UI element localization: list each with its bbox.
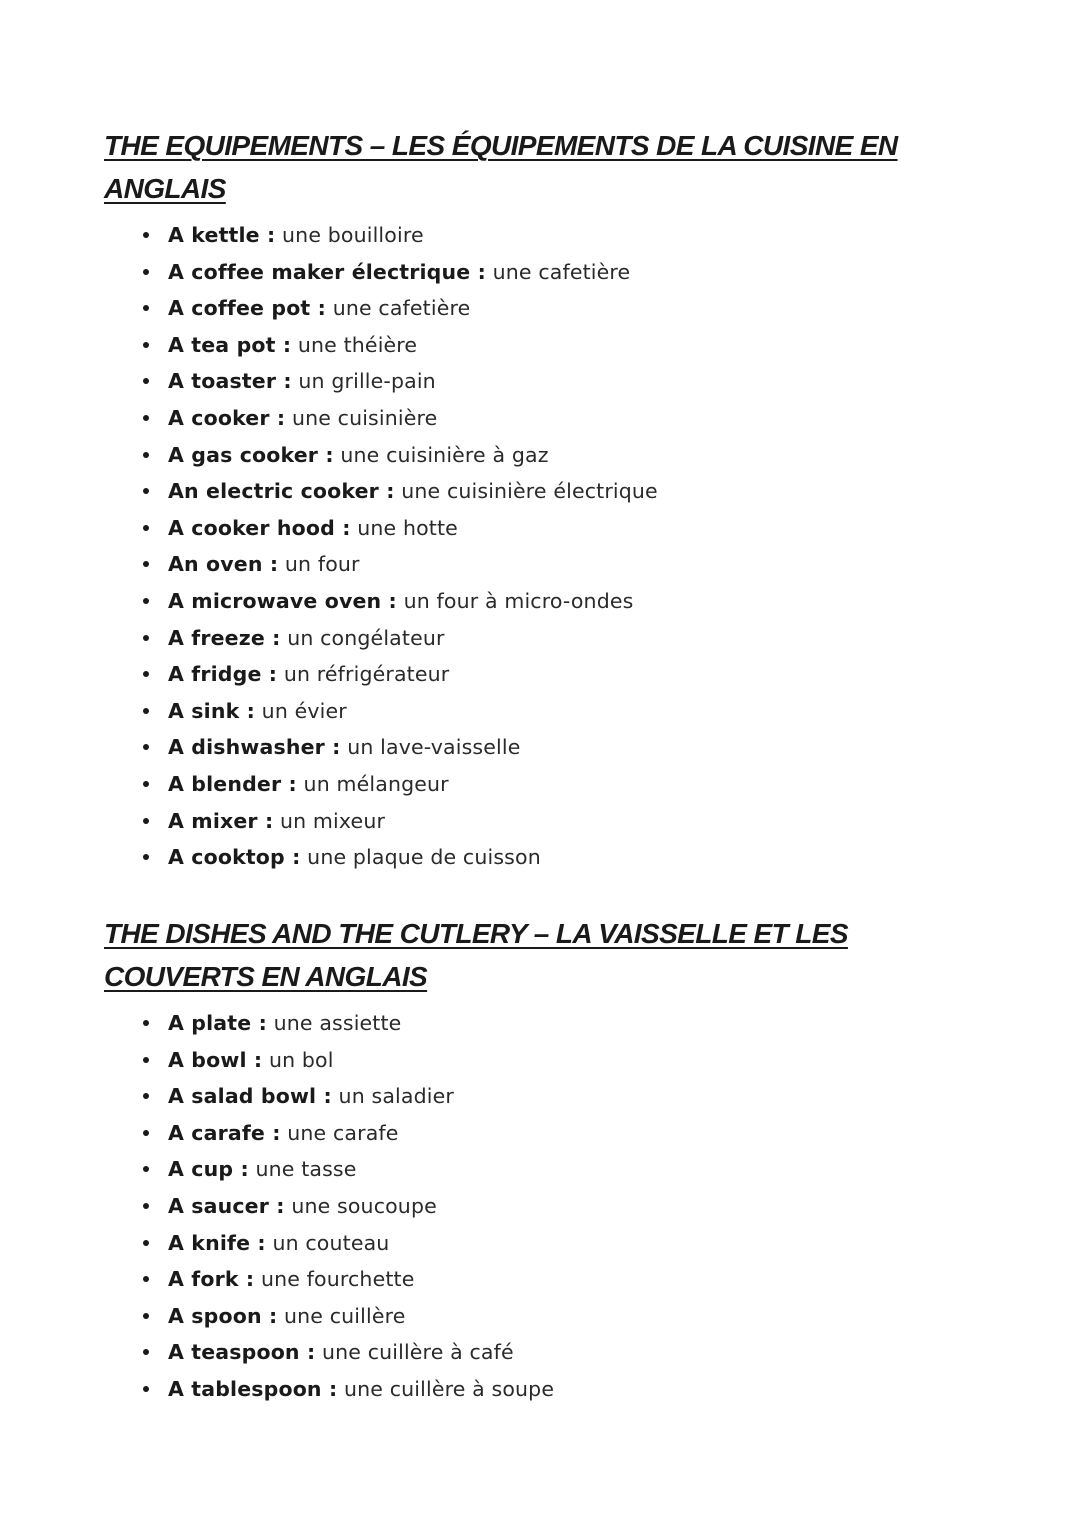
list-item [104, 1046, 1004, 1083]
list-item [104, 1302, 1004, 1339]
bullet-icon [143, 1020, 149, 1026]
list-item [104, 1119, 1004, 1156]
list-item [104, 1265, 1004, 1302]
translation: un bol [268, 1047, 334, 1072]
bullet-icon [143, 378, 149, 384]
translation: une cafetière [492, 259, 631, 284]
bullet-icon [143, 305, 149, 311]
term: A freeze : [168, 625, 281, 650]
list-item [104, 331, 1004, 368]
list-item [104, 1082, 1004, 1119]
bullet-icon [143, 269, 149, 275]
term: A gas cooker : [168, 442, 334, 467]
bullet-icon [143, 415, 149, 421]
list-item [104, 770, 1004, 807]
bullet-icon [143, 1057, 149, 1063]
translation: une assiette [273, 1011, 402, 1035]
bullet-icon [143, 488, 149, 494]
list-item [104, 843, 1004, 880]
bullet-icon [143, 854, 149, 860]
translation: un réfrigérateur [283, 662, 450, 687]
list-item [104, 733, 1004, 770]
translation: une cuisinière [291, 405, 438, 430]
list-item [104, 1155, 1004, 1192]
translation: une hotte [357, 515, 458, 540]
term: A sink : [168, 698, 255, 723]
term: A spoon : [168, 1303, 278, 1328]
list-item [104, 221, 1004, 258]
dishes-heading [104, 912, 1004, 998]
bullet-icon [143, 1166, 149, 1172]
term: A saucer : [168, 1193, 285, 1218]
translation: un grille-pain [298, 369, 436, 394]
term: An oven : [168, 552, 279, 577]
list-item [104, 477, 1004, 514]
term: A kettle : [168, 223, 276, 247]
list-item [104, 1009, 1004, 1046]
translation: un saladier [338, 1084, 454, 1109]
bullet-icon [143, 1276, 149, 1282]
term: A toaster : [168, 369, 292, 394]
bullet-icon [143, 1386, 149, 1392]
translation: un couteau [272, 1230, 390, 1255]
bullet-icon [143, 708, 149, 714]
translation: une cuisinière à gaz [340, 442, 549, 467]
translation: une cuillère à café [321, 1340, 514, 1365]
term: A fork : [168, 1267, 255, 1292]
dishes-heading-text: THE DISHES AND THE CUTLERY – LA VAISSELLE ET LES COUVERTS EN ANGLAIS [104, 918, 848, 992]
list-item [104, 367, 1004, 404]
translation: un four [284, 552, 360, 577]
list-item [104, 807, 1004, 844]
list-item [104, 294, 1004, 331]
list-item [104, 1229, 1004, 1266]
term: A knife : [168, 1230, 266, 1255]
bullet-icon [143, 1130, 149, 1136]
list-item [104, 404, 1004, 441]
list-item [104, 514, 1004, 551]
equipment-heading [104, 124, 1004, 210]
translation: une fourchette [260, 1267, 415, 1292]
translation: un lave-vaisselle [347, 735, 521, 760]
term: A cooker : [168, 405, 286, 430]
list-item [104, 624, 1004, 661]
translation: une bouilloire [282, 223, 424, 247]
term: A carafe : [168, 1120, 281, 1145]
term: A teaspoon : [168, 1340, 316, 1365]
bullet-icon [143, 1240, 149, 1246]
translation: une cuisinière électrique [401, 479, 658, 504]
term: A cup : [168, 1157, 249, 1182]
term: A salad bowl : [168, 1084, 332, 1109]
equipment-heading-text: THE EQUIPEMENTS – LES ÉQUIPEMENTS DE LA CUISINE EN ANGLAIS [104, 130, 898, 204]
bullet-icon [143, 744, 149, 750]
term: An electric cooker : [168, 479, 395, 504]
equipment-section [104, 124, 1004, 880]
translation: un mélangeur [303, 771, 449, 796]
list-item [104, 1375, 1004, 1412]
translation: un mixeur [279, 808, 386, 833]
translation: une théière [297, 332, 418, 357]
dishes-section [104, 912, 1004, 1412]
list-item [104, 258, 1004, 295]
translation: une cuillère [284, 1303, 406, 1328]
translation: une plaque de cuisson [307, 845, 541, 870]
list-item [104, 660, 1004, 697]
term: A dishwasher : [168, 735, 341, 760]
term: A tea pot : [168, 332, 292, 357]
list-item [104, 441, 1004, 478]
translation: une carafe [287, 1120, 399, 1145]
bullet-icon [143, 598, 149, 604]
term: A coffee maker électrique : [168, 259, 486, 284]
list-item [104, 1338, 1004, 1375]
bullet-icon [143, 1349, 149, 1355]
term: A plate : [168, 1011, 267, 1035]
translation: une soucoupe [291, 1193, 437, 1218]
bullet-icon [143, 1203, 149, 1209]
bullet-icon [143, 561, 149, 567]
term: A blender : [168, 771, 297, 796]
translation: un congélateur [287, 625, 445, 650]
translation: un four à micro-ondes [403, 588, 634, 613]
bullet-icon [143, 671, 149, 677]
bullet-icon [143, 781, 149, 787]
equipment-list [104, 221, 1004, 880]
bullet-icon [143, 232, 149, 238]
term: A cooker hood : [168, 515, 351, 540]
list-item [104, 697, 1004, 734]
bullet-icon [143, 818, 149, 824]
term: A microwave oven : [168, 588, 397, 613]
translation: une cafetière [332, 296, 471, 321]
bullet-icon [143, 635, 149, 641]
list-item [104, 550, 1004, 587]
bullet-icon [143, 342, 149, 348]
bullet-icon [143, 1313, 149, 1319]
list-item [104, 1192, 1004, 1229]
translation: une cuillère à soupe [344, 1376, 555, 1401]
bullet-icon [143, 525, 149, 531]
translation: une tasse [255, 1157, 357, 1182]
term: A cooktop : [168, 845, 301, 870]
term: A bowl : [168, 1047, 263, 1072]
bullet-icon [143, 1093, 149, 1099]
translation: un évier [261, 698, 347, 723]
term: A coffee pot : [168, 296, 327, 321]
term: A tablespoon : [168, 1376, 338, 1401]
bullet-icon [143, 452, 149, 458]
term: A mixer : [168, 808, 274, 833]
dishes-list [104, 1009, 1004, 1412]
list-item [104, 587, 1004, 624]
term: A fridge : [168, 662, 278, 687]
